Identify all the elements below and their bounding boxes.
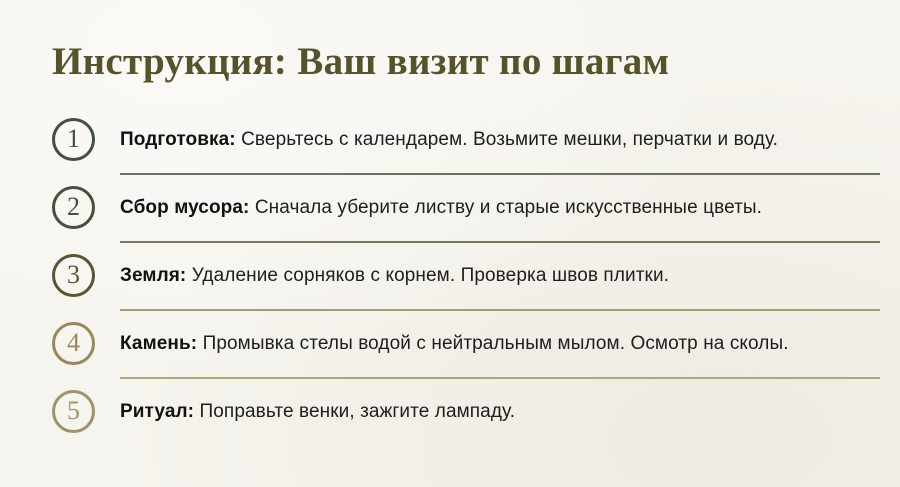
- step-row-4: [52, 311, 880, 377]
- step-label-2: Сбор мусора:: [120, 196, 250, 218]
- step-row-2: [52, 175, 880, 241]
- step-description-4: Промывка стелы водой с нейтральным мылом. Осмотр на сколы.: [197, 332, 789, 354]
- step-label-1: Подготовка:: [120, 128, 236, 150]
- step-label-3: Земля:: [120, 264, 187, 286]
- step-divider-3: [120, 309, 880, 311]
- step-number-circle-4: [52, 322, 95, 365]
- step-number-2: 2: [67, 191, 80, 221]
- step-description-5: Поправьте венки, зажгите лампаду.: [194, 400, 516, 422]
- step-description-2: Сначала уберите листву и старые искусственные цветы.: [249, 196, 763, 218]
- step-number-5: 5: [67, 395, 80, 425]
- step-divider-1: [120, 173, 880, 175]
- step-description-1: Сверьтесь с календарем. Возьмите мешки, перчатки и воду.: [235, 128, 779, 150]
- step-number-1: 1: [67, 123, 80, 153]
- step-text-3: [120, 265, 669, 287]
- step-row-3: [52, 243, 880, 309]
- step-number-circle-2: [52, 186, 95, 229]
- step-label-4: Камень:: [120, 332, 198, 354]
- step-number-4: 4: [67, 327, 80, 357]
- page-title: Инструкция: Ваш визит по шагам: [52, 40, 670, 83]
- step-text-4: [120, 333, 789, 355]
- step-number-circle-1: [52, 118, 95, 161]
- step-number-3: 3: [67, 259, 80, 289]
- step-text-2: [120, 197, 762, 219]
- step-text-5: [120, 401, 515, 423]
- step-row-1: [52, 107, 880, 173]
- step-divider-4: [120, 377, 880, 379]
- step-description-3: Удаление сорняков с корнем. Проверка швов плитки.: [186, 264, 670, 286]
- step-divider-2: [120, 241, 880, 243]
- step-row-5: [52, 379, 880, 445]
- step-number-circle-5: [52, 390, 95, 433]
- step-text-1: [120, 129, 778, 151]
- step-label-5: Ритуал:: [120, 400, 195, 422]
- step-number-circle-3: [52, 254, 95, 297]
- steps-list: [52, 107, 880, 445]
